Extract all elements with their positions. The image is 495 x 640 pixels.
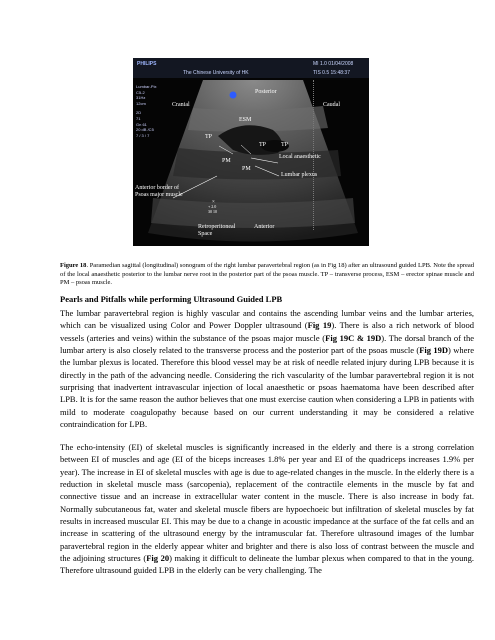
label-local-anaesthetic: Local anaesthetic bbox=[279, 154, 321, 160]
param-line: 12cm bbox=[136, 100, 146, 106]
caption-label: Figure 18 bbox=[60, 262, 87, 269]
text-run: The echo-intensity (EI) of skeletal muscles is significantly increased in the elderly and there is a strong correlation between EI of muscles and age (EI of the biceps increases 1.8% per year and EI of the quadriceps increases 1.9% per year). The increase in EI of skeletal muscles with age is due to age-related changes in the muscle. In the elderly there is a reduction in skeletal muscle mass (sarcopenia), replacement of the contractile elements in the muscle by fat and connective tissue and an increase in extracellular water content in the muscle. There is also increase in body fat. Normally subcutaneous fat, water and skeletal muscle fibers are hypoechoeic but infiltration of skeletal muscles by fat results in increased muscular EI. This may be due to a change in acoustic impedance at the surface of the fat cells and an increase in scattering of the ultrasound energy by the intramuscular fat. Therefore ultrasound images of the lumbar paravertebral region in the elderly appear whiter and brighter and there is also loss of contrast between the muscle and the adjoining structures ( bbox=[60, 442, 474, 564]
param-line: C5-2 bbox=[136, 89, 145, 95]
caption-text: . Paramedian sagittal (longitudinal) sonogram of the right lumbar paravertebral region (as in Fig 18) after an ultrasound guided LPB. Note the spread of the local anaesthetic posterior to the lumbar nerve root in the posterior part of the psoas muscle. TP – transverse process, ESM – erector spinae muscle and PM – psoas muscle. bbox=[60, 262, 474, 286]
text-run: ) making it difficult to delineate the lumbar plexus when compared to that in the young. Therefore ultrasound guided LPB in the elderly can be very challenging. The bbox=[60, 553, 474, 576]
label-anterior-border: Anterior border of Psoas major muscle bbox=[135, 185, 183, 198]
institution-name: The Chinese University of HK bbox=[183, 70, 249, 76]
sonogram-graphic bbox=[133, 58, 369, 246]
label-tp-left: TP bbox=[205, 134, 213, 140]
fig-ref: Fig 19 bbox=[307, 320, 332, 331]
param-line: Gn 61 bbox=[136, 121, 147, 127]
label-esm: ESM bbox=[239, 117, 252, 123]
depth-readout: + 2.0 30 10 bbox=[208, 204, 217, 214]
fig-ref: Fig 19C & 19D bbox=[325, 332, 382, 343]
section-heading: Pearls and Pitfalls while performing Ultrasound Guided LPB bbox=[60, 294, 283, 304]
scan-parameters bbox=[136, 84, 156, 138]
mi-readout: MI 1.0 01/04/2008 bbox=[313, 61, 354, 67]
brand-logo: PHILIPS bbox=[137, 61, 157, 67]
label-tp-right: TP bbox=[281, 142, 289, 148]
text-run: ). The dorsal branch of the lumbar artery is also closely related to the transverse process and the posterior part of the psoas muscle ( bbox=[60, 332, 474, 356]
label-tp-mid: TP bbox=[259, 142, 267, 148]
param-line: 71 bbox=[136, 115, 141, 121]
label-retroperitoneal: Retroperitoneal Space bbox=[198, 224, 236, 237]
label-pm-lower: PM bbox=[242, 166, 251, 172]
figure-caption bbox=[60, 262, 474, 288]
fig-ref: Fig 20 bbox=[146, 553, 170, 564]
label-cranial: Cranial bbox=[172, 102, 190, 108]
scanner-header bbox=[133, 58, 369, 78]
cursor-marker: × bbox=[212, 200, 215, 205]
tis-readout: TIS 0.5 15:48:37 bbox=[313, 70, 350, 76]
param-line: 2D bbox=[136, 110, 142, 116]
paragraph-2 bbox=[60, 441, 474, 577]
param-line: Lumbar-Pix bbox=[136, 84, 157, 89]
text-run: The lumbar paravertebral region is highly vascular and contains the ascending lumbar veins and the lumbar arteries, which can be visualized using Color and Power Doppler ultrasound ( bbox=[60, 308, 474, 331]
text-run: ). There is also a rich network of blood vessels (arteries and veins) within the substance of the psoas major muscle ( bbox=[60, 320, 474, 343]
param-line: 7 / 3 / 7 bbox=[136, 132, 150, 138]
label-anterior: Anterior bbox=[254, 224, 275, 230]
ultrasound-image bbox=[133, 58, 369, 246]
param-line: 31Hz bbox=[136, 95, 146, 101]
label-caudal: Caudal bbox=[323, 102, 340, 108]
fig-ref: Fig 19D bbox=[419, 345, 449, 356]
label-posterior: Posterior bbox=[255, 89, 277, 95]
param-line: 20 dB /C5 bbox=[136, 127, 154, 133]
paragraph-1 bbox=[60, 307, 474, 430]
label-lumbar-plexus: Lumbar plexus bbox=[281, 172, 318, 178]
label-pm-upper: PM bbox=[222, 158, 231, 164]
text-run: ) where the lumbar plexus is located. Therefore this blood vessel may be at risk of needle related injury during LPB because it is directly in the path of the advancing needle. Considering the rich vascularity of the lumbar paravertebral region it is not surprising that inadvertent intravascular injection of local anaesthetic or psoas haematoma have been described after LPB. It is for the same reason the author believes that one must exercise caution when considering a LPB in patients with mild to moderate coagulopathy because based on our current understanding it may be considered a relative contraindication for LPB. bbox=[60, 345, 474, 430]
